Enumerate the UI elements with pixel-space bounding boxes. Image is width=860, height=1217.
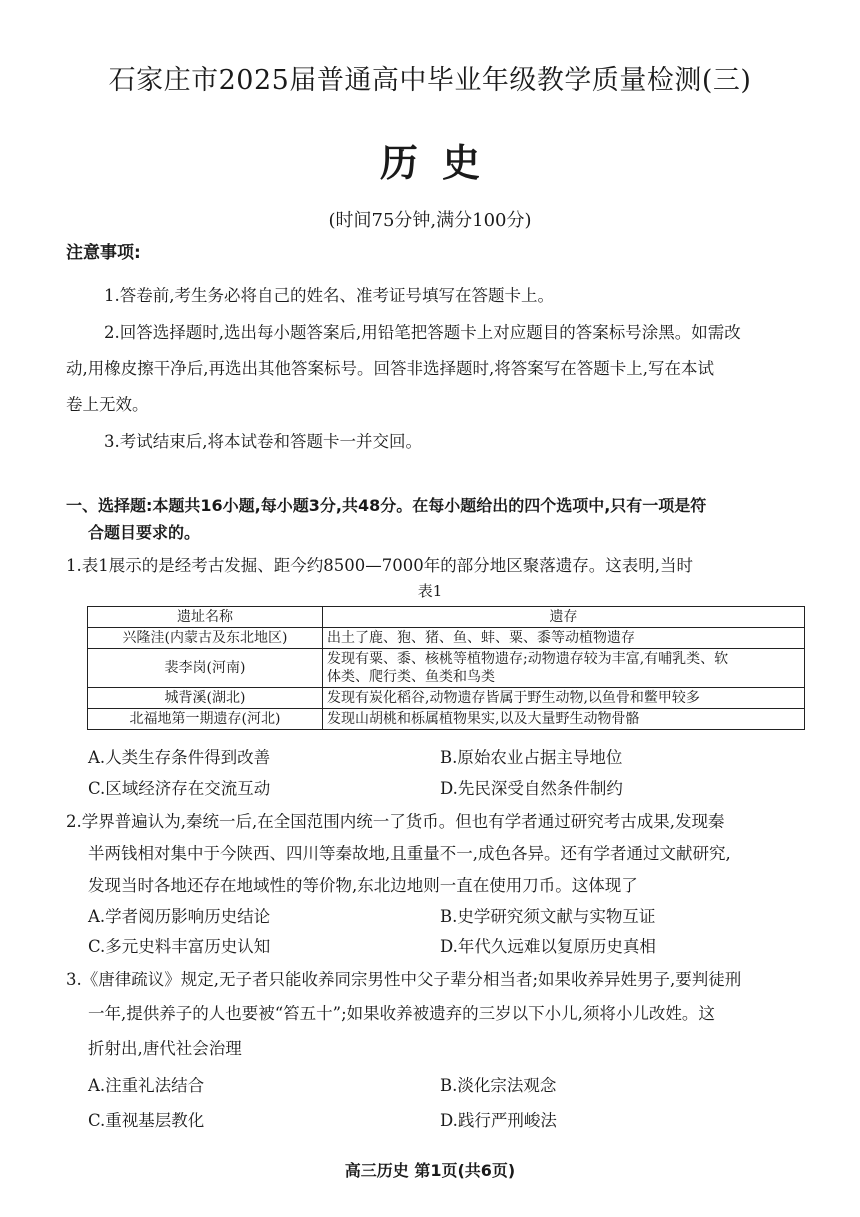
q2-option-d: D.年代久远难以复原历史真相 xyxy=(440,937,656,956)
table-caption: 表1 xyxy=(417,582,443,600)
table-cell-remains xyxy=(323,649,805,688)
q3-option-d: D.践行严刑峻法 xyxy=(440,1111,557,1130)
q3-option-c: C.重视基层教化 xyxy=(88,1111,205,1130)
time-info: (时间75分钟,满分100分) xyxy=(328,210,532,231)
table-header-remains: 遗存 xyxy=(323,607,805,628)
q3-option-a: A.注重礼法结合 xyxy=(88,1076,205,1095)
q2-option-b: B.史学研究须文献与实物互证 xyxy=(440,907,656,926)
table-row xyxy=(88,709,805,730)
table-cell-remains: 发现山胡桃和栎属植物果实,以及大量野生动物骨骼 xyxy=(323,709,805,730)
q1-option-a: A.人类生存条件得到改善 xyxy=(88,748,271,767)
archaeology-table xyxy=(87,606,805,730)
section-heading-line-1: 一、选择题:本题共16小题,每小题3分,共48分。在每小题给出的四个选项中,只有一项是符 xyxy=(66,496,707,515)
table-row xyxy=(88,628,805,649)
question-2-line-1: 2.学界普遍认为,秦统一后,在全国范围内统一了货币。但也有学者通过研究考古成果,发现秦 xyxy=(66,812,725,831)
table-cell-site: 裴李岗(河南) xyxy=(88,649,323,688)
exam-title: 石家庄市2025届普通高中毕业年级教学质量检测(三) xyxy=(108,65,752,96)
q1-option-c: C.区域经济存在交流互动 xyxy=(88,779,271,798)
notice-item-1: 1.答卷前,考生务必将自己的姓名、准考证号填写在答题卡上。 xyxy=(104,286,554,305)
notice-heading: 注意事项: xyxy=(66,243,141,263)
q2-option-c: C.多元史料丰富历史认知 xyxy=(88,937,271,956)
table-cell-site: 兴隆洼(内蒙古及东北地区) xyxy=(88,628,323,649)
notice-item-3: 3.考试结束后,将本试卷和答题卡一并交回。 xyxy=(104,432,422,451)
table-cell-site: 北福地第一期遗存(河北) xyxy=(88,709,323,730)
q2-option-a: A.学者阅历影响历史结论 xyxy=(88,907,271,926)
question-1-stem: 1.表1展示的是经考古发掘、距今约8500—7000年的部分地区聚落遗存。这表明,当时 xyxy=(66,556,693,575)
notice-item-2-line-3: 卷上无效。 xyxy=(66,395,149,414)
notice-item-2-line-1: 2.回答选择题时,选出每小题答案后,用铅笔把答题卡上对应题目的答案标号涂黑。如需改 xyxy=(104,323,741,342)
table-cell-remains: 发现有炭化稻谷,动物遗存皆属于野生动物,以鱼骨和鳖甲较多 xyxy=(323,688,805,709)
table-cell-site: 城背溪(湖北) xyxy=(88,688,323,709)
subject-title: 历史 xyxy=(379,140,504,185)
table-row xyxy=(88,688,805,709)
notice-item-2-line-2: 动,用橡皮擦干净后,再选出其他答案标号。回答非选择题时,将答案写在答题卡上,写在本试 xyxy=(66,359,714,378)
question-3-line-3: 折射出,唐代社会治理 xyxy=(88,1039,242,1058)
question-3-line-2: 一年,提供养子的人也要被“笞五十”;如果收养被遗弃的三岁以下小儿,须将小儿改姓。这 xyxy=(88,1004,715,1023)
q3-option-b: B.淡化宗法观念 xyxy=(440,1076,557,1095)
table-header-row xyxy=(88,607,805,628)
table-cell-remains-line-1: 发现有粟、黍、核桃等植物遗存;动物遗存较为丰富,有哺乳类、软 xyxy=(327,651,729,667)
table-header-site: 遗址名称 xyxy=(88,607,323,628)
q1-option-d: D.先民深受自然条件制约 xyxy=(440,779,623,798)
page-footer: 高三历史 第1页(共6页) xyxy=(344,1161,516,1180)
table-row xyxy=(88,649,805,688)
table-cell-remains-line-2: 体类、爬行类、鱼类和鸟类 xyxy=(327,669,495,685)
table-cell-remains: 出土了鹿、狍、猪、鱼、蚌、粟、黍等动植物遗存 xyxy=(323,628,805,649)
question-2-line-3: 发现当时各地还存在地域性的等价物,东北边地则一直在使用刀币。这体现了 xyxy=(88,876,638,895)
q1-option-b: B.原始农业占据主导地位 xyxy=(440,748,623,767)
question-3-line-1: 3.《唐律疏议》规定,无子者只能收养同宗男性中父子辈分相当者;如果收养异姓男子,要判徒刑 xyxy=(66,970,742,989)
section-heading-line-2: 合题目要求的。 xyxy=(88,523,201,542)
question-2-line-2: 半两钱相对集中于今陕西、四川等秦故地,且重量不一,成色各异。还有学者通过文献研究, xyxy=(88,844,731,863)
